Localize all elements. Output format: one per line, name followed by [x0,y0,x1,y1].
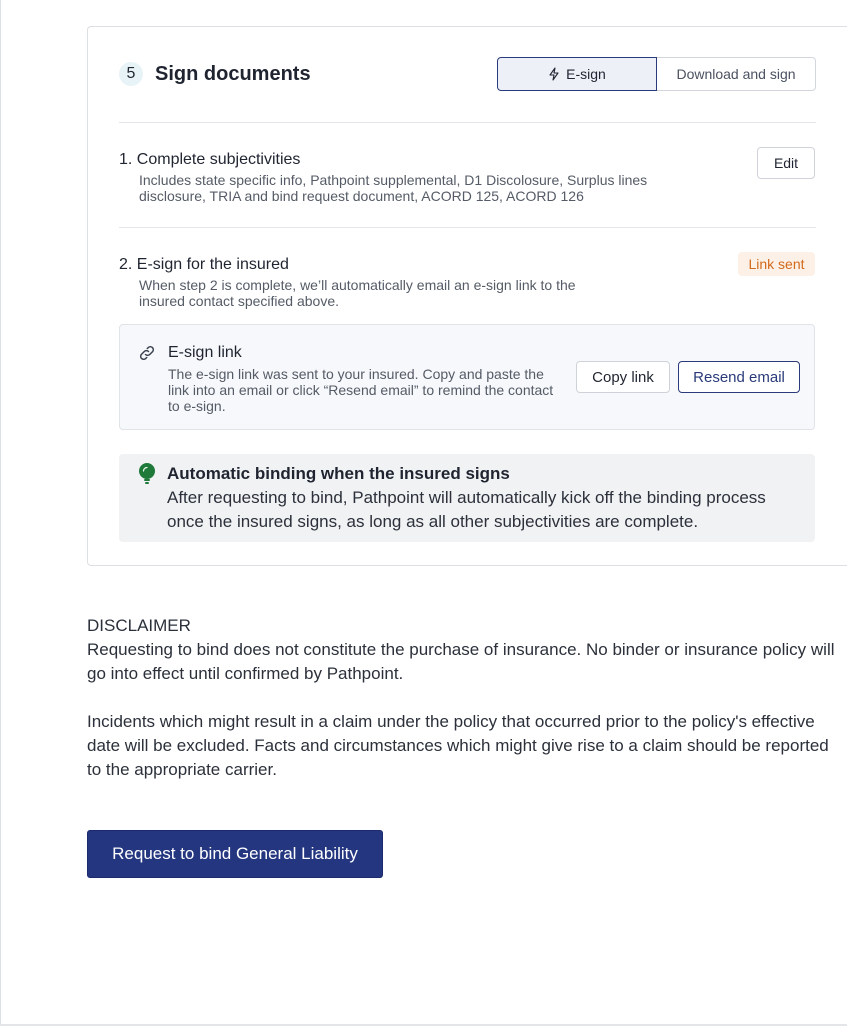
copy-link-button[interactable]: Copy link [576,361,670,393]
lightbulb-icon [136,462,158,486]
disclaimer-section [87,614,847,782]
divider [119,122,816,123]
esign-link-panel [119,324,815,430]
page-left-border [0,0,1,1026]
tab-esign[interactable] [497,57,657,91]
resend-email-button[interactable]: Resend email [678,361,800,393]
status-badge: Link sent [738,252,815,276]
esign-link-title: E-sign link [168,344,242,361]
signing-method-toggle [497,57,816,91]
link-icon [137,343,157,363]
request-to-bind-button[interactable]: Request to bind General Liability [87,830,383,878]
step-esign-insured-title: 2. E-sign for the insured [119,256,289,273]
esign-link-description: The e-sign link was sent to your insured. Copy and paste the link into an email or click “Resend email” to remind the contact to e-sign. [168,366,554,414]
automatic-binding-notice [119,454,815,542]
step-complete-subjectivities-description: Includes state specific info, Pathpoint supplemental, D1 Discolosure, Surplus lines disclosure, TRIA and bind request document, ACORD 125, ACORD 126 [139,172,648,204]
disclaimer-heading: DISCLAIMER [87,616,191,635]
divider [119,227,816,228]
step-complete-subjectivities-title: 1. Complete subjectivities [119,151,301,168]
tab-esign-label: E-sign [566,66,606,82]
step-esign-insured-description: When step 2 is complete, we’ll automatically email an e-sign link to the insured contact specified above. [139,277,576,309]
disclaimer-paragraph: Incidents which might result in a claim under the policy that occurred prior to the policy's effective date will be excluded. Facts and circumstances which might give rise to a claim should be reported to the appropriate carrier. [87,712,829,779]
tab-download-and-sign[interactable] [657,57,816,91]
automatic-binding-description: After requesting to bind, Pathpoint will automatically kick off the binding process once the insured signs, as long as all other subjectivities are complete. [167,488,766,531]
tab-download-label: Download and sign [676,66,796,82]
step-number-badge: 5 [119,62,143,86]
section-title: Sign documents [155,63,311,85]
disclaimer-paragraph: Requesting to bind does not constitute the purchase of insurance. No binder or insurance policy will go into effect until confirmed by Pathpoint. [87,640,835,683]
automatic-binding-title: Automatic binding when the insured signs [167,464,510,483]
edit-button[interactable]: Edit [757,147,815,179]
sign-documents-card [87,26,847,566]
lightning-icon [548,67,560,81]
